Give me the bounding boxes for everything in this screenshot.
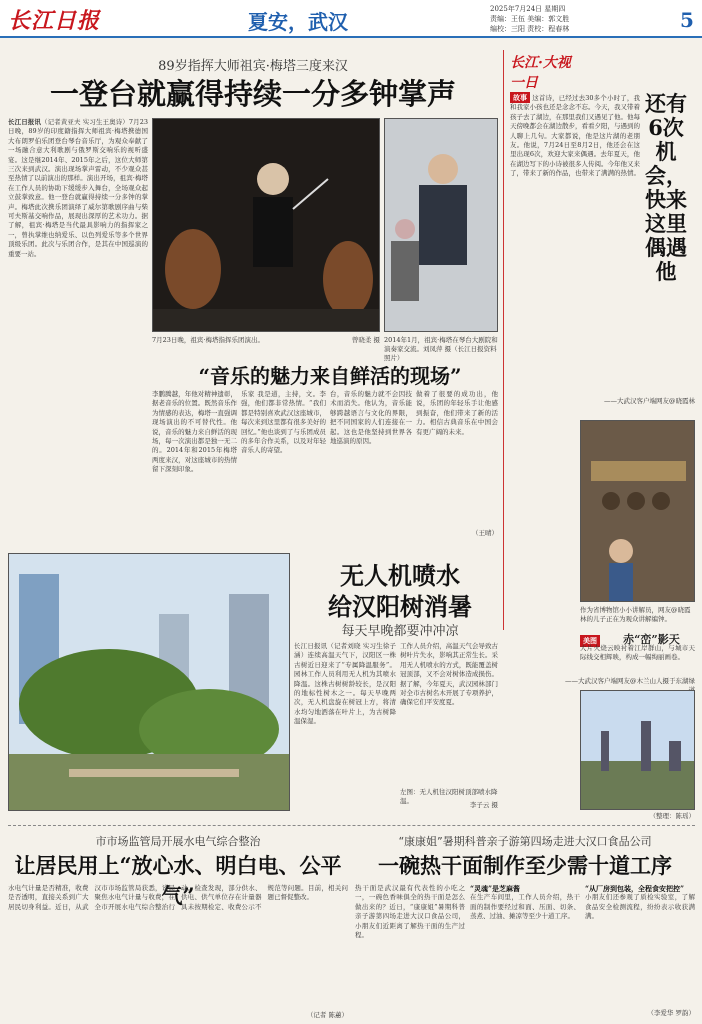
bottom-right-credit: （李爱华 罗韵） xyxy=(647,1009,695,1017)
editors: 责编：王伍 美编：郭文胜 xyxy=(490,15,570,23)
mid-body-right: 工作人员介绍，高温天气会导致古树叶片失水，影响其正常生长。采用无人机喷水的方式，既能覆盖树冠顶部，又不会对树体造成损伤。据了解，今年夏天，武汉园林部门对全市古树名木开展了专项养护，确保它们平安度夏。 xyxy=(400,642,498,707)
mid-body-left: 长江日报讯（记者刘晓 实习生徐子涵）连续高温天气下，汉阳区一株古树近日迎来了“专属降温服务”。园林工作人员利用无人机为其喷水降温。这株古树树龄较长，是汉阳的地标性树木之一。每天早晚两次，无人机盘旋在树冠上方，将清水均匀地洒落在叶片上，为古树降温保湿。 xyxy=(294,642,396,726)
lead-kicker: 89岁指挥大师祖宾·梅塔三度来汉 xyxy=(158,59,348,74)
bottom-right-body: 热干面是武汉最有代表性的小吃之一，一碗色香味俱全的热干面是怎么做出来的？近日，“康康姐”暑期科普亲子游第四场走进大汉口食品公司，小朋友们近距离了解热干面的生产过程。 xyxy=(355,884,465,940)
lead-headline: 一登台就赢得持续一分多钟掌声 xyxy=(49,77,456,111)
interview-col4: 做着了很要的成功出，他说，乐团的年轻乐手让他感到振奋，他们带来了新的活力。相信古典音乐在中国会有更广阔的未来。 xyxy=(416,390,498,436)
skyline-illustration xyxy=(581,691,695,810)
bottom-right-body2: 在生产车间里，工作人员介绍，热干面的制作要经过和面、压面、切条、蒸煮、过油、摊凉等至少十道工序。 xyxy=(470,893,580,921)
tree-photo xyxy=(8,553,290,811)
sunset-photo xyxy=(580,690,695,810)
bottom-right-headline: 一碗热干面制作至少需十道工序 xyxy=(378,853,672,878)
sidebar-photo xyxy=(580,420,695,602)
photo1-caption: 7月23日晚，祖宾·梅塔指挥乐团演出。 xyxy=(152,336,264,344)
interview-headline: “音乐的魅力来自鲜活的现场” xyxy=(198,364,462,388)
sidebar-vertical-title: 还有6次机会，快来这里偶遇他 xyxy=(645,91,687,284)
sub-body: 大片火烧云映衬着江岸群山，与城市天际线交相辉映，构成一幅绚丽画卷。 xyxy=(580,644,695,662)
photo1-caption-row xyxy=(152,336,380,345)
mid-subhead: 每天早晚都要冲冲凉 xyxy=(341,624,459,639)
lead-dateline: 长江日报讯 xyxy=(8,118,41,126)
lead-text: （记者黄亚夫 实习生王奥诗）7月23日晚，89岁的印度籍指挥大师祖宾·梅塔携德国大布朗罗伯乐团登台琴台音乐厅，为观众奉献了一场融合意大利歌剧与俄罗斯交响乐的视听盛宴。这是继2014年、2015年之后，这位大师第三次来到武汉。演出现场掌声雷动，不少观众甚至热情了以前演出的那样。演出开场，祖宾·梅塔在工作人员的协助下缓缓步入舞台，全场观众起立鼓掌致意。他一登台就赢得持续一分多钟的掌声。梅塔此次携乐团演绎了威尔第歌剧序曲与柴可夫斯基交响作品，展现出深厚的艺术功力。据了解，祖宾·梅塔是当代最具影响力的指挥家之一，曾执掌维也纳爱乐、以色列爱乐等多个世界顶级乐团。此次与乐团合作，是其在中国巡演的重要一站。 xyxy=(8,118,148,258)
sidebar-text: 这首诗，已经过去30多个小时了，我和我家小孩也还是念念不忘。今天，我又带着孩子去了湖边，在那里我们又遇见了他。他每天傍晚都会在湖边散步，看看夕阳，与遇到的人聊上几句。大家都说，他是这片湖的老朋友。他说，7月24日至8月2日，他还会在这里出现6次，欢迎大家来偶遇。去年夏天，他在湖边写下的小诗被很多人传阅。今年他又来了，带来了新的作品，也带来了满满的热情。 xyxy=(510,94,640,178)
page-number: 5 xyxy=(680,8,694,32)
sidebar-body xyxy=(510,92,640,392)
meeting-illustration xyxy=(385,119,498,332)
interview-col3: 台，音乐的魅力就不会因技术而消失。他认为，音乐能够跨越语言与文化的界限，把不同国家的人们连接在一起。这也是他坚持到世界各地巡演的原因。 xyxy=(330,390,412,446)
photo2-caption: 2014年1月，祖宾·梅塔在琴台大剧院和演奏家交流。刘凤萍 摄（长江日报资料照片） xyxy=(384,336,498,362)
bottom-right-body3: 小朋友们还参观了质检实验室，了解食品安全检测流程，纷纷表示收获满满。 xyxy=(585,893,695,921)
photo1-credit: 曾晓柔 摄 xyxy=(351,336,380,344)
mid-photo-caption: 左图：无人机往汉阳树顶部喷水降温。 xyxy=(400,788,498,805)
sidebar-photo-caption: 作为省博物馆小小讲解员，网友@晓霞林的儿子正在为观众讲解编钟。 xyxy=(580,606,691,623)
photo-concert xyxy=(152,118,380,332)
interview-col1: 李鹏腾越，年他对精神遗彰，据老音乐的位置。既然音乐作为情感的表达，梅塔一直强调现场演出的不可替代性。他说，音乐的魅力来自鲜活的现场，每一次演出都是独一无二的。2014年和2015年梅塔两度来汉，对这座城市的热情留下深刻印象。 xyxy=(152,390,237,474)
mid-photo-credit: 李子云 摄 xyxy=(469,801,498,809)
section-divider xyxy=(8,825,695,826)
issue-meta xyxy=(490,4,670,34)
bottom-right-sub2: “从厂房到包装，全程食安把控” xyxy=(585,884,685,893)
sub-label: 美图 xyxy=(580,635,600,647)
sub-credit: ——大武汉客户端网友@木兰山人摄于东湖绿 xyxy=(565,677,695,685)
sidebar-credit: ——大武汉客户端网友@晓霞林 xyxy=(604,397,695,405)
bottom-left-kicker: 市市场监管局开展水电气综合整治 xyxy=(95,835,261,848)
bottom-right-sub1: “灵魂”是芝麻酱 xyxy=(470,884,521,893)
masthead: 长江日报 xyxy=(8,8,101,34)
bottom-left-headline: 让居民用上“放心水、明白电、公平气” xyxy=(14,853,342,908)
issue-date: 2025年7月24日 星期四 xyxy=(490,5,566,13)
city-tree-illustration xyxy=(9,554,290,811)
section-title: 夏安，武汉 xyxy=(248,10,348,34)
sidebar-label: 故事 xyxy=(510,92,530,103)
sub-caption: （整理：陈瑶） xyxy=(649,812,695,820)
photo-meeting xyxy=(384,118,498,332)
orchestra-illustration xyxy=(153,119,380,332)
lead-body xyxy=(8,118,148,448)
bottom-left-body: 水电气计量是否精准，收费是否透明，直接关系到广大居民切身利益。近日，从武汉市市场监管局获悉，该局聚焦水电气计量与收费，在全市开展水电气综合整治行动。检查发现，部分供水、供电、供气单位存在计量器具未按期检定、收费公示不规范等问题。目前，相关问题已督促整改。 xyxy=(8,884,348,911)
bottom-right-col2 xyxy=(470,884,580,1014)
bottom-right-col3 xyxy=(585,884,695,1004)
sidebar-logo: 长江·大视一日 xyxy=(510,55,571,91)
bottom-left-credit: （记者 陈蕙） xyxy=(306,1011,348,1019)
museum-illustration xyxy=(581,421,695,602)
mid-headline-1: 无人机喷水 xyxy=(340,561,460,590)
proofreaders: 编校：三阳 责校：程春林 xyxy=(490,25,570,33)
interview-col2: 乐家 我是道，主持，文。李强，他们都非常热情。“我们都是特别喜欢武汉这座城市，每次来到这里都有很多美好的回忆。”他也谈到了与乐团成员的多年合作关系，以及对年轻音乐人的寄望。 xyxy=(241,390,326,455)
mid-headline-2: 给汉阳树消暑 xyxy=(328,592,472,621)
interview-credit: （王晴） xyxy=(472,529,498,537)
sub-title: 赤“峦”影天 xyxy=(623,633,680,646)
bottom-right-kicker: “康康姐”暑期科普亲子游第四场走进大汉口食品公司 xyxy=(398,835,652,848)
